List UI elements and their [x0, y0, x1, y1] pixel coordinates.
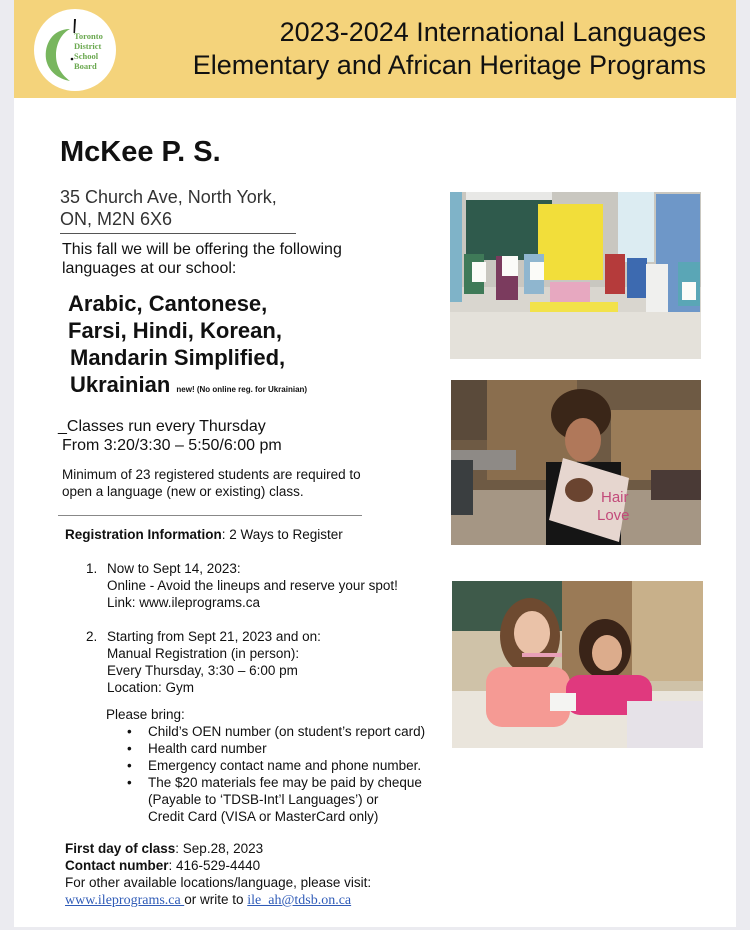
girls-crafting-image [452, 581, 703, 748]
email-link[interactable]: ile_ah@tdsb.on.ca [247, 893, 352, 908]
photo-hair-love-child [451, 380, 701, 545]
logo-text: Toronto District School Board [74, 31, 103, 71]
registration-heading: Registration Information: 2 Ways to Register [65, 527, 343, 542]
bring-item: • Emergency contact name and phone number. [148, 757, 425, 774]
bring-item: • Health card number [148, 740, 425, 757]
book-title: Hair [601, 489, 629, 506]
please-bring-list: Please bring: • Child’s OEN number (on student’s report card) • Health card number • Emergency contact name and phone number. • The $20 materials fee may be paid by cheque (Payable to ‘TDSB-Int’l Languages’) or Credit Card (VISA or MasterCard only) [106, 706, 425, 825]
intro-text: This fall we will be offering the following languages at our school: [62, 241, 342, 277]
contact-number: Contact number: 416-529-4440 [65, 858, 261, 873]
school-address: 35 Church Ave, North York, ON, M2N 6X6 [60, 187, 277, 229]
divider [60, 233, 296, 234]
registration-step: 2. Starting from Sept 21, 2023 and on: Manual Registration (in person): Every Thursday, 3:30 – 6:00 pm Location: Gym [86, 629, 321, 695]
registration-step: 1. Now to Sept 14, 2023: Online - Avoid the lineups and reserve your spot! Link: www.ileprograms.ca [86, 561, 398, 610]
header-banner [14, 0, 736, 98]
bring-item: • Child’s OEN number (on student’s report card) [148, 723, 425, 740]
website-link[interactable]: www.ileprograms.ca [65, 893, 185, 908]
students-costumes-image [450, 192, 701, 359]
bring-item: • The $20 materials fee may be paid by cheque [148, 774, 425, 791]
divider [58, 515, 362, 516]
languages-list: Arabic, Cantonese, Farsi, Hindi, Korean, Mandarin Simplified, Ukrainian new! (No online reg. for Ukrainian) [68, 291, 308, 397]
ukrainian-note: new! (No online reg. for Ukrainian) [176, 385, 308, 394]
footer-info: First day of class: Sep.28, 2023 Contact number: 416-529-4440 For other available locations/language, please visit: www.ileprograms.ca or write to ile_ah@tdsb.on.ca [65, 841, 372, 908]
school-name: McKee P. S. [60, 136, 221, 168]
registration-steps [86, 560, 398, 713]
hair-love-image [451, 380, 701, 545]
svg-text:Love: Love [597, 507, 630, 524]
class-schedule: _Classes run every Thursday From 3:20/3:30 – 5:50/6:00 pm [58, 418, 282, 454]
language-ukrainian: Ukrainian [70, 372, 171, 397]
program-title: 2023-2024 International Languages Elementary and African Heritage Programs [192, 17, 706, 80]
photo-girls-crafting [452, 581, 703, 748]
tdsb-logo [34, 9, 116, 91]
photo-students-costumes [450, 192, 701, 359]
first-day-of-class: First day of class: Sep.28, 2023 [65, 841, 264, 856]
flyer-page [14, 0, 736, 927]
minimum-enrollment-note: Minimum of 23 registered students are required to open a language (new or existing) class. [62, 467, 361, 499]
